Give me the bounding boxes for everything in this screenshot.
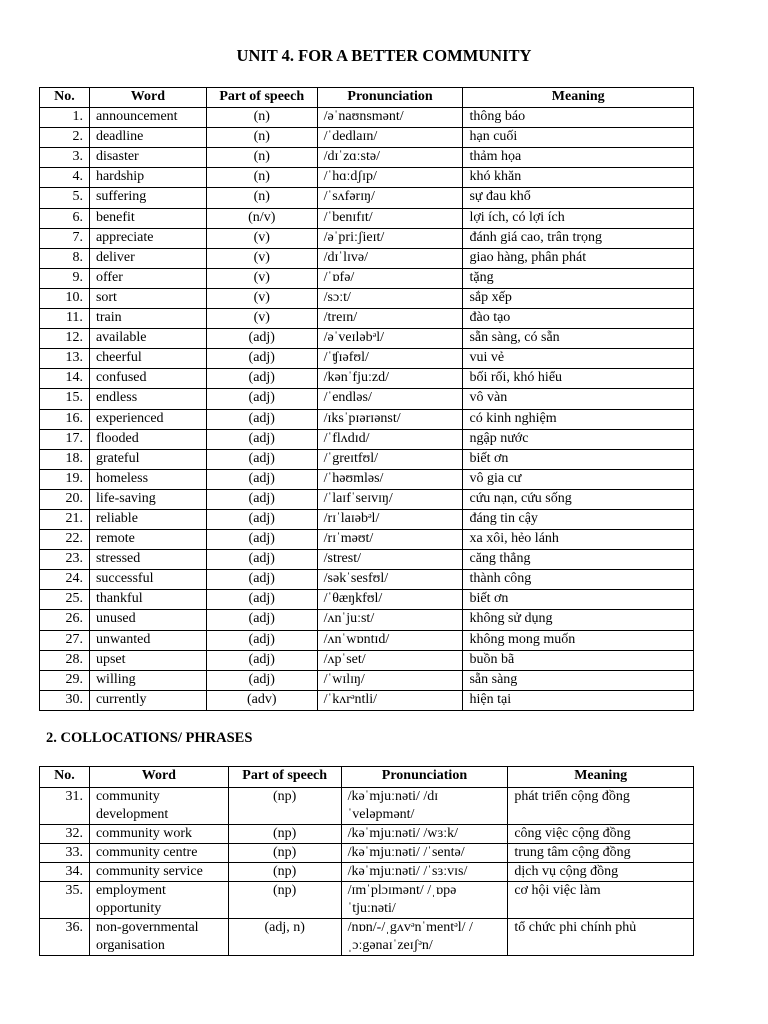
cell-meaning: vô gia cư bbox=[463, 469, 694, 489]
cell-pronunciation: /əˈnaʊnsmənt/ bbox=[317, 108, 463, 128]
cell-meaning: ngập nước bbox=[463, 429, 694, 449]
cell-meaning: bối rối, khó hiểu bbox=[463, 369, 694, 389]
cell-pronunciation: /ˈʧɪəfʊl/ bbox=[317, 349, 463, 369]
cell-word: community centre bbox=[89, 844, 228, 863]
cell-word: cheerful bbox=[89, 349, 206, 369]
cell-part-of-speech: (np) bbox=[228, 863, 341, 882]
cell-word: grateful bbox=[89, 449, 206, 469]
cell-meaning: sự đau khổ bbox=[463, 188, 694, 208]
cell-pronunciation: /kəˈmjuːnəti/ /ˈsɜːvɪs/ bbox=[341, 863, 508, 882]
cell-word: hardship bbox=[89, 168, 206, 188]
cell-meaning: xa xôi, hẻo lánh bbox=[463, 530, 694, 550]
cell-pronunciation: /nɒn/-/ˌgʌvᵊnˈmentᵊl/ /ˌɔːgənaɪˈzeɪʃᵊn/ bbox=[341, 919, 508, 956]
cell-number: 14. bbox=[40, 369, 90, 389]
cell-number: 26. bbox=[40, 610, 90, 630]
cell-part-of-speech: (n) bbox=[206, 188, 317, 208]
table-row bbox=[40, 369, 694, 389]
cell-pronunciation: /ˈkʌrᵊntli/ bbox=[317, 690, 463, 710]
cell-pronunciation: /ˈendləs/ bbox=[317, 389, 463, 409]
cell-pronunciation: /ˈhɑːdʃɪp/ bbox=[317, 168, 463, 188]
cell-word: announcement bbox=[89, 108, 206, 128]
table-header-row bbox=[40, 88, 694, 108]
cell-number: 3. bbox=[40, 148, 90, 168]
table-row bbox=[40, 469, 694, 489]
cell-pronunciation: /ˈsʌfərɪŋ/ bbox=[317, 188, 463, 208]
cell-meaning: buồn bã bbox=[463, 650, 694, 670]
cell-pronunciation: /ˈflʌdɪd/ bbox=[317, 429, 463, 449]
header-meaning: Meaning bbox=[463, 88, 694, 108]
cell-number: 17. bbox=[40, 429, 90, 449]
cell-word: thankful bbox=[89, 590, 206, 610]
cell-meaning: không sử dụng bbox=[463, 610, 694, 630]
cell-word: benefit bbox=[89, 208, 206, 228]
cell-word: deliver bbox=[89, 248, 206, 268]
cell-word: community work bbox=[89, 825, 228, 844]
cell-pronunciation: /kəˈmjuːnəti/ /dɪˈveləpmənt/ bbox=[341, 788, 508, 825]
cell-meaning: đánh giá cao, trân trọng bbox=[463, 228, 694, 248]
cell-part-of-speech: (adj) bbox=[206, 369, 317, 389]
cell-meaning: biết ơn bbox=[463, 590, 694, 610]
cell-number: 16. bbox=[40, 409, 90, 429]
header-part-of-speech: Part of speech bbox=[228, 767, 341, 788]
cell-meaning: phát triển cộng đồng bbox=[508, 788, 694, 825]
table-row bbox=[40, 630, 694, 650]
cell-word: successful bbox=[89, 570, 206, 590]
cell-meaning: sẵn sàng bbox=[463, 670, 694, 690]
cell-meaning: biết ơn bbox=[463, 449, 694, 469]
cell-pronunciation: /ɪmˈplɔɪmənt/ /ˌɒpəˈtjuːnəti/ bbox=[341, 882, 508, 919]
cell-meaning: cơ hội việc làm bbox=[508, 882, 694, 919]
header-no: No. bbox=[40, 88, 90, 108]
cell-meaning: đào tạo bbox=[463, 309, 694, 329]
cell-number: 19. bbox=[40, 469, 90, 489]
table-row bbox=[40, 429, 694, 449]
table-row bbox=[40, 610, 694, 630]
cell-number: 4. bbox=[40, 168, 90, 188]
cell-part-of-speech: (adj) bbox=[206, 449, 317, 469]
cell-part-of-speech: (adj) bbox=[206, 349, 317, 369]
cell-number: 6. bbox=[40, 208, 90, 228]
cell-word: community service bbox=[89, 863, 228, 882]
cell-meaning: hiện tại bbox=[463, 690, 694, 710]
cell-pronunciation: /dɪˈzɑːstə/ bbox=[317, 148, 463, 168]
cell-word: confused bbox=[89, 369, 206, 389]
cell-word: remote bbox=[89, 530, 206, 550]
cell-meaning: thành công bbox=[463, 570, 694, 590]
table-row bbox=[40, 882, 694, 919]
table-row bbox=[40, 389, 694, 409]
cell-number: 2. bbox=[40, 128, 90, 148]
cell-pronunciation: /ˈɒfə/ bbox=[317, 268, 463, 288]
cell-pronunciation: /dɪˈlɪvə/ bbox=[317, 248, 463, 268]
cell-meaning: công việc cộng đồng bbox=[508, 825, 694, 844]
cell-meaning: khó khăn bbox=[463, 168, 694, 188]
cell-word: non-governmental organisation bbox=[89, 919, 228, 956]
header-meaning: Meaning bbox=[508, 767, 694, 788]
table-row bbox=[40, 288, 694, 308]
header-part-of-speech: Part of speech bbox=[206, 88, 317, 108]
table-row bbox=[40, 863, 694, 882]
header-pronunciation: Pronunciation bbox=[317, 88, 463, 108]
cell-part-of-speech: (adv) bbox=[206, 690, 317, 710]
cell-number: 31. bbox=[40, 788, 90, 825]
header-word: Word bbox=[89, 88, 206, 108]
cell-meaning: dịch vụ cộng đồng bbox=[508, 863, 694, 882]
table-row bbox=[40, 919, 694, 956]
cell-part-of-speech: (v) bbox=[206, 288, 317, 308]
cell-pronunciation: /ˈlaɪfˈseɪvɪŋ/ bbox=[317, 489, 463, 509]
cell-pronunciation: /ˈgreɪtfʊl/ bbox=[317, 449, 463, 469]
table-row bbox=[40, 148, 694, 168]
cell-word: stressed bbox=[89, 550, 206, 570]
table-row bbox=[40, 690, 694, 710]
cell-word: available bbox=[89, 329, 206, 349]
cell-word: sort bbox=[89, 288, 206, 308]
cell-number: 13. bbox=[40, 349, 90, 369]
cell-meaning: có kinh nghiệm bbox=[463, 409, 694, 429]
cell-meaning: sắp xếp bbox=[463, 288, 694, 308]
cell-part-of-speech: (adj) bbox=[206, 630, 317, 650]
cell-number: 35. bbox=[40, 882, 90, 919]
cell-pronunciation: /rɪˈlaɪəbᵊl/ bbox=[317, 509, 463, 529]
cell-pronunciation: /rɪˈməʊt/ bbox=[317, 530, 463, 550]
cell-word: upset bbox=[89, 650, 206, 670]
cell-number: 34. bbox=[40, 863, 90, 882]
cell-part-of-speech: (adj) bbox=[206, 489, 317, 509]
cell-part-of-speech: (n) bbox=[206, 128, 317, 148]
cell-meaning: không mong muốn bbox=[463, 630, 694, 650]
cell-pronunciation: /kəˈmjuːnəti/ /wɜːk/ bbox=[341, 825, 508, 844]
cell-pronunciation: /sɔːt/ bbox=[317, 288, 463, 308]
table-row bbox=[40, 228, 694, 248]
cell-number: 36. bbox=[40, 919, 90, 956]
cell-word: deadline bbox=[89, 128, 206, 148]
cell-pronunciation: /ˈwɪlɪŋ/ bbox=[317, 670, 463, 690]
cell-number: 7. bbox=[40, 228, 90, 248]
header-pronunciation: Pronunciation bbox=[341, 767, 508, 788]
cell-number: 18. bbox=[40, 449, 90, 469]
cell-part-of-speech: (adj) bbox=[206, 429, 317, 449]
cell-meaning: tổ chức phi chính phủ bbox=[508, 919, 694, 956]
cell-pronunciation: /treɪn/ bbox=[317, 309, 463, 329]
cell-part-of-speech: (v) bbox=[206, 309, 317, 329]
table-row bbox=[40, 650, 694, 670]
table-row bbox=[40, 449, 694, 469]
cell-pronunciation: /əˈpriːʃieɪt/ bbox=[317, 228, 463, 248]
cell-meaning: thông báo bbox=[463, 108, 694, 128]
cell-pronunciation: /kənˈfjuːzd/ bbox=[317, 369, 463, 389]
table-row bbox=[40, 825, 694, 844]
table-row bbox=[40, 329, 694, 349]
cell-word: life-saving bbox=[89, 489, 206, 509]
cell-part-of-speech: (adj) bbox=[206, 389, 317, 409]
cell-word: employment opportunity bbox=[89, 882, 228, 919]
cell-pronunciation: /strest/ bbox=[317, 550, 463, 570]
cell-part-of-speech: (adj) bbox=[206, 409, 317, 429]
cell-meaning: lợi ích, có lợi ích bbox=[463, 208, 694, 228]
cell-part-of-speech: (np) bbox=[228, 882, 341, 919]
cell-number: 28. bbox=[40, 650, 90, 670]
cell-part-of-speech: (np) bbox=[228, 844, 341, 863]
cell-word: suffering bbox=[89, 188, 206, 208]
cell-word: community development bbox=[89, 788, 228, 825]
cell-part-of-speech: (n) bbox=[206, 108, 317, 128]
cell-pronunciation: /ˈbenɪfɪt/ bbox=[317, 208, 463, 228]
cell-word: unused bbox=[89, 610, 206, 630]
table-row bbox=[40, 570, 694, 590]
table-header-row bbox=[40, 767, 694, 788]
cell-number: 8. bbox=[40, 248, 90, 268]
cell-number: 10. bbox=[40, 288, 90, 308]
cell-meaning: trung tâm cộng đồng bbox=[508, 844, 694, 863]
cell-pronunciation: /ɪksˈpɪərɪənst/ bbox=[317, 409, 463, 429]
cell-part-of-speech: (n/v) bbox=[206, 208, 317, 228]
cell-part-of-speech: (adj, n) bbox=[228, 919, 341, 956]
cell-number: 22. bbox=[40, 530, 90, 550]
cell-meaning: thảm họa bbox=[463, 148, 694, 168]
cell-part-of-speech: (adj) bbox=[206, 469, 317, 489]
cell-number: 27. bbox=[40, 630, 90, 650]
cell-word: willing bbox=[89, 670, 206, 690]
cell-part-of-speech: (adj) bbox=[206, 570, 317, 590]
cell-number: 1. bbox=[40, 108, 90, 128]
cell-part-of-speech: (adj) bbox=[206, 610, 317, 630]
table-row bbox=[40, 509, 694, 529]
cell-number: 9. bbox=[40, 268, 90, 288]
cell-number: 24. bbox=[40, 570, 90, 590]
cell-number: 25. bbox=[40, 590, 90, 610]
cell-word: appreciate bbox=[89, 228, 206, 248]
cell-part-of-speech: (adj) bbox=[206, 670, 317, 690]
cell-word: endless bbox=[89, 389, 206, 409]
cell-part-of-speech: (adj) bbox=[206, 329, 317, 349]
table-row bbox=[40, 268, 694, 288]
table-row bbox=[40, 128, 694, 148]
cell-meaning: tặng bbox=[463, 268, 694, 288]
cell-part-of-speech: (n) bbox=[206, 168, 317, 188]
cell-word: homeless bbox=[89, 469, 206, 489]
cell-word: flooded bbox=[89, 429, 206, 449]
table-row bbox=[40, 550, 694, 570]
cell-part-of-speech: (adj) bbox=[206, 650, 317, 670]
cell-number: 33. bbox=[40, 844, 90, 863]
table-row bbox=[40, 530, 694, 550]
cell-meaning: sẵn sàng, có sẵn bbox=[463, 329, 694, 349]
cell-part-of-speech: (np) bbox=[228, 788, 341, 825]
header-word: Word bbox=[89, 767, 228, 788]
cell-number: 23. bbox=[40, 550, 90, 570]
cell-word: train bbox=[89, 309, 206, 329]
header-no: No. bbox=[40, 767, 90, 788]
cell-meaning: giao hàng, phân phát bbox=[463, 248, 694, 268]
cell-number: 30. bbox=[40, 690, 90, 710]
cell-part-of-speech: (np) bbox=[228, 825, 341, 844]
cell-number: 11. bbox=[40, 309, 90, 329]
table-row bbox=[40, 349, 694, 369]
table-row bbox=[40, 309, 694, 329]
cell-pronunciation: /ʌnˈjuːst/ bbox=[317, 610, 463, 630]
cell-pronunciation: /ʌpˈset/ bbox=[317, 650, 463, 670]
table-row bbox=[40, 590, 694, 610]
section-heading-collocations: 2. COLLOCATIONS/ PHRASES bbox=[46, 730, 253, 746]
cell-meaning: căng thẳng bbox=[463, 550, 694, 570]
cell-number: 21. bbox=[40, 509, 90, 529]
cell-part-of-speech: (adj) bbox=[206, 590, 317, 610]
table-row bbox=[40, 489, 694, 509]
cell-part-of-speech: (v) bbox=[206, 248, 317, 268]
cell-pronunciation: /ˈθæŋkfʊl/ bbox=[317, 590, 463, 610]
cell-pronunciation: /ˈdedlaɪn/ bbox=[317, 128, 463, 148]
cell-word: currently bbox=[89, 690, 206, 710]
cell-pronunciation: /ʌnˈwɒntɪd/ bbox=[317, 630, 463, 650]
page-title: UNIT 4. FOR A BETTER COMMUNITY bbox=[236, 46, 532, 65]
cell-number: 12. bbox=[40, 329, 90, 349]
cell-number: 29. bbox=[40, 670, 90, 690]
cell-meaning: hạn cuối bbox=[463, 128, 694, 148]
cell-number: 5. bbox=[40, 188, 90, 208]
cell-word: disaster bbox=[89, 148, 206, 168]
cell-pronunciation: /əˈveɪləbᵊl/ bbox=[317, 329, 463, 349]
table-row bbox=[40, 788, 694, 825]
cell-number: 15. bbox=[40, 389, 90, 409]
cell-meaning: vô vàn bbox=[463, 389, 694, 409]
cell-part-of-speech: (v) bbox=[206, 268, 317, 288]
cell-part-of-speech: (adj) bbox=[206, 530, 317, 550]
table-row bbox=[40, 670, 694, 690]
table-row bbox=[40, 188, 694, 208]
cell-word: offer bbox=[89, 268, 206, 288]
cell-meaning: cứu nạn, cứu sống bbox=[463, 489, 694, 509]
collocations-table bbox=[39, 766, 694, 956]
cell-part-of-speech: (adj) bbox=[206, 509, 317, 529]
table-row bbox=[40, 409, 694, 429]
cell-pronunciation: /ˈhəʊmləs/ bbox=[317, 469, 463, 489]
cell-part-of-speech: (adj) bbox=[206, 550, 317, 570]
table-row bbox=[40, 208, 694, 228]
cell-number: 32. bbox=[40, 825, 90, 844]
table-row bbox=[40, 844, 694, 863]
cell-number: 20. bbox=[40, 489, 90, 509]
cell-part-of-speech: (n) bbox=[206, 148, 317, 168]
cell-word: experienced bbox=[89, 409, 206, 429]
table-row bbox=[40, 108, 694, 128]
cell-meaning: đáng tin cậy bbox=[463, 509, 694, 529]
cell-part-of-speech: (v) bbox=[206, 228, 317, 248]
cell-pronunciation: /səkˈsesfʊl/ bbox=[317, 570, 463, 590]
vocabulary-table bbox=[39, 87, 694, 711]
cell-word: reliable bbox=[89, 509, 206, 529]
table-row bbox=[40, 248, 694, 268]
cell-word: unwanted bbox=[89, 630, 206, 650]
cell-meaning: vui vẻ bbox=[463, 349, 694, 369]
cell-pronunciation: /kəˈmjuːnəti/ /ˈsentə/ bbox=[341, 844, 508, 863]
table-row bbox=[40, 168, 694, 188]
